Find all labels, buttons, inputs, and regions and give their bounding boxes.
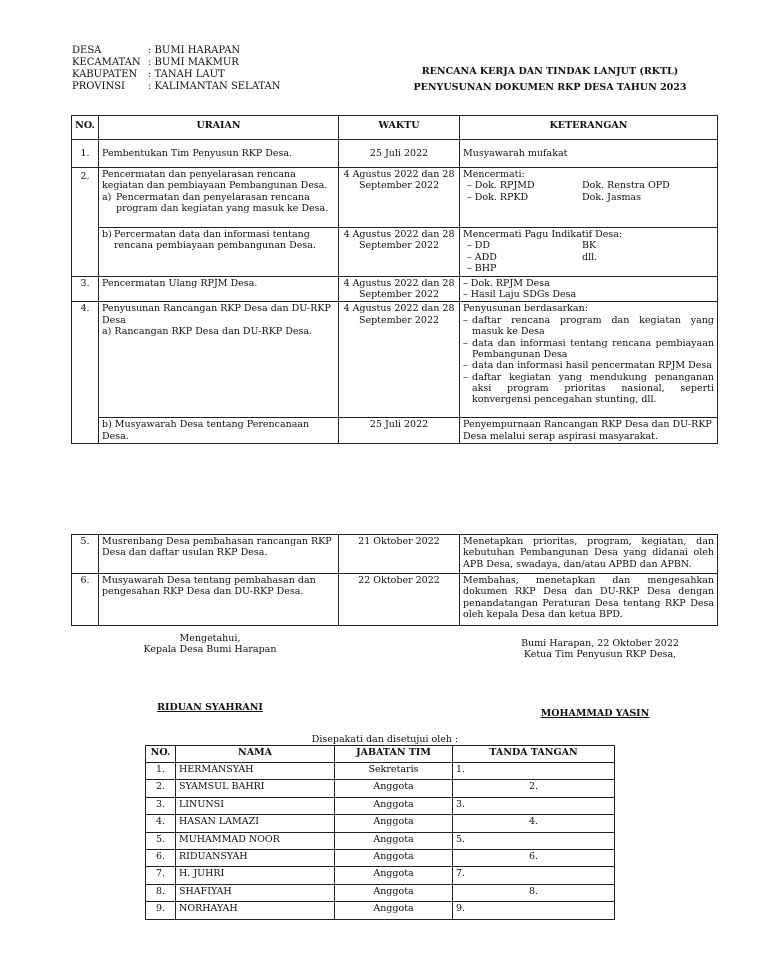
table-row: 1. Pembentukan Tim Penyusun RKP Desa. 25 Juli 2022 Musyawarah mufakat [72,140,718,168]
approval-row [146,867,615,884]
signatory-left-name: RIDUAN SYAHRANI [157,702,263,713]
approval-cell-nama: HASAN LAMAZI [176,815,335,832]
approval-cell-ttd[interactable]: 2. [453,780,615,797]
approval-cell-nama: SYAMSUL BAHRI [176,780,335,797]
col-waktu: WAKTU [339,116,460,140]
approval-table [145,745,615,920]
field-kecamatan: KECAMATAN : BUMI MAKMUR [72,57,239,68]
r2-uraian-b: b) Percermatan data dan informasi tentang rencana pembiayaan pembangunan Desa. [99,228,339,277]
doc-title-line1: RENCANA KERJA DAN TINDAK LANJUT (RKTL) [421,66,679,77]
approval-row [146,832,615,849]
approval-row [146,763,615,780]
table-row: b) Musyawarah Desa tentang Perencanaan Desa. 25 Juli 2022 Penyempurnaan Rancangan RKP Desa dan DU-RKP Desa melalui serap aspirasi masyarakat. [72,418,718,444]
approval-cell-no: 8. [146,884,176,901]
approval-row [146,797,615,814]
approval-cell-ttd[interactable]: 5. [453,832,615,849]
approval-row [146,815,615,832]
main-table-header [72,116,718,140]
approval-cell-no: 9. [146,902,176,919]
approval-cell-nama: MUHAMMAD NOOR [176,832,335,849]
approval-row [146,849,615,866]
approval-cell-no: 5. [146,832,176,849]
main-table [71,115,718,444]
approval-cell-ttd[interactable]: 1. [453,763,615,780]
table-row: 2. Pencermatan dan penyelarasan rencana kegiatan dan pembiayaan Pembangunan Desa. a) Pencermatan dan penyelarasan rencana program dan kegiatan yang masuk ke Desa. 4 Agustus 2022 dan 28 September 2022 Mencermati: – Dok. RPJMD Dok. Renstra OPD – Dok. RPKD Dok. Jasmas [72,168,718,228]
approval-cell-jabatan: Anggota [335,797,453,814]
approval-cell-nama: HERMANSYAH [176,763,335,780]
approval-cell-nama: LINUNSI [176,797,335,814]
table-row: 4. Penyusunan Rancangan RKP Desa dan DU-RKP Desa a) Rancangan RKP Desa dan DU-RKP Desa. 4 Agustus 2022 dan 28 September 2022 Penyusunan berdasarkan: – daftar rencana program dan kegiatan yang masuk ke Desa – data dan informasi tentang rencana pembiayaan Pembangunan Desa – data dan informasi hasil pencermatan RPJM Desa – daftar kegiatan yang mendukung penanganan aksi program prioritas nasional, seperti konvergensi pencegahan stunting, dll. [72,302,718,418]
approval-cell-no: 6. [146,849,176,866]
approval-cell-no: 4. [146,815,176,832]
approval-cell-ttd[interactable]: 4. [453,815,615,832]
approval-cell-jabatan: Anggota [335,867,453,884]
approval-cell-nama: NORHAYAH [176,902,335,919]
approval-cell-ttd[interactable]: 3. [453,797,615,814]
approval-cell-ttd[interactable]: 7. [453,867,615,884]
r2-ket-b: Mencermati Pagu Indikatif Desa: – DD BK – ADD dll. – BHP [460,228,718,277]
approval-caption: Disepakati dan disetujui oleh : [311,734,459,745]
approval-cell-no: 3. [146,797,176,814]
r4-ket: Penyusunan berdasarkan: – daftar rencana program dan kegiatan yang masuk ke Desa – data dan informasi tentang rencana pembiayaan Pembangunan Desa – data dan informasi hasil pencermatan RPJM Desa – daftar kegiatan yang mendukung penanganan aksi program prioritas nasional, seperti konvergensi pencegahan stunting, dll. [460,302,718,418]
field-provinsi: PROVINSI : KALIMANTAN SELATAN [72,81,281,92]
approval-cell-jabatan: Anggota [335,780,453,797]
approval-cell-no: 1. [146,763,176,780]
table-row: 3. Pencermatan Ulang RPJM Desa. 4 Agustus 2022 dan 28 September 2022 – Dok. RPJM Desa – Hasil Laju SDGs Desa [72,276,718,302]
approval-cell-nama: RIDUANSYAH [176,849,335,866]
approval-cell-jabatan: Anggota [335,902,453,919]
approval-cell-no: 2. [146,780,176,797]
r2-ket-a: Mencermati: – Dok. RPJMD Dok. Renstra OPD – Dok. RPKD Dok. Jasmas [460,168,718,228]
approval-cell-ttd[interactable]: 6. [453,849,615,866]
approval-cell-nama: SHAFIYAH [176,884,335,901]
signature-left: Mengetahui, Kepala Desa Bumi Harapan [143,633,277,656]
approval-cell-ttd[interactable]: 9. [453,902,615,919]
approval-row [146,884,615,901]
doc-title-line2: PENYUSUNAN DOKUMEN RKP DESA TAHUN 2023 [413,82,687,93]
signature-right: Bumi Harapan, 22 Oktober 2022 Ketua Tim Penyusun RKP Desa, [521,638,679,661]
signatory-right-name: MOHAMMAD YASIN [540,708,650,719]
approval-cell-jabatan: Anggota [335,884,453,901]
approval-cell-no: 7. [146,867,176,884]
approval-cell-jabatan: Anggota [335,832,453,849]
approval-cell-jabatan: Anggota [335,849,453,866]
approval-row [146,902,615,919]
approval-row [146,780,615,797]
table-row: 6. Musyawarah Desa tentang pembahasan dan pengesahan RKP Desa dan DU-RKP Desa. 22 Oktober 2022 Membahas, menetapkan dan mengesahkan dokumen RKP Desa dan DU-RKP Desa dengan penandatangan Peraturan Desa tentang RKP Desa oleh kepala Desa dan ketua BPD. [72,574,718,626]
col-keterangan: KETERANGAN [460,116,718,140]
approval-cell-jabatan: Anggota [335,815,453,832]
field-desa: DESA : BUMI HARAPAN [72,45,241,56]
col-no: NO. [72,116,99,140]
approval-cell-nama: H. JUHRI [176,867,335,884]
second-table [71,534,718,626]
approval-header: NO. NAMA JABATAN TIM TANDA TANGAN [146,746,615,763]
table-row: b) Percermatan data dan informasi tentang rencana pembiayaan pembangunan Desa. 4 Agustus 2022 dan 28 September 2022 Mencermati Pagu Indikatif Desa: – DD BK – ADD dll. – BHP [72,228,718,277]
col-uraian: URAIAN [99,116,339,140]
approval-cell-ttd[interactable]: 8. [453,884,615,901]
field-kabupaten: KABUPATEN : TANAH LAUT [72,69,225,80]
approval-cell-jabatan: Sekretaris [335,763,453,780]
r2-uraian-a: Pencermatan dan penyelarasan rencana kegiatan dan pembiayaan Pembangunan Desa. a) Pencermatan dan penyelarasan rencana program dan kegiatan yang masuk ke Desa. [99,168,339,228]
table-row: 5. Musrenbang Desa pembahasan rancangan RKP Desa dan daftar usulan RKP Desa. 21 Oktober 2022 Menetapkan prioritas, program, kegiatan, dan kebutuhan Pembangunan Desa yang didanai oleh APB Desa, swadaya, dan/atau APBD dan APBN. [72,535,718,574]
